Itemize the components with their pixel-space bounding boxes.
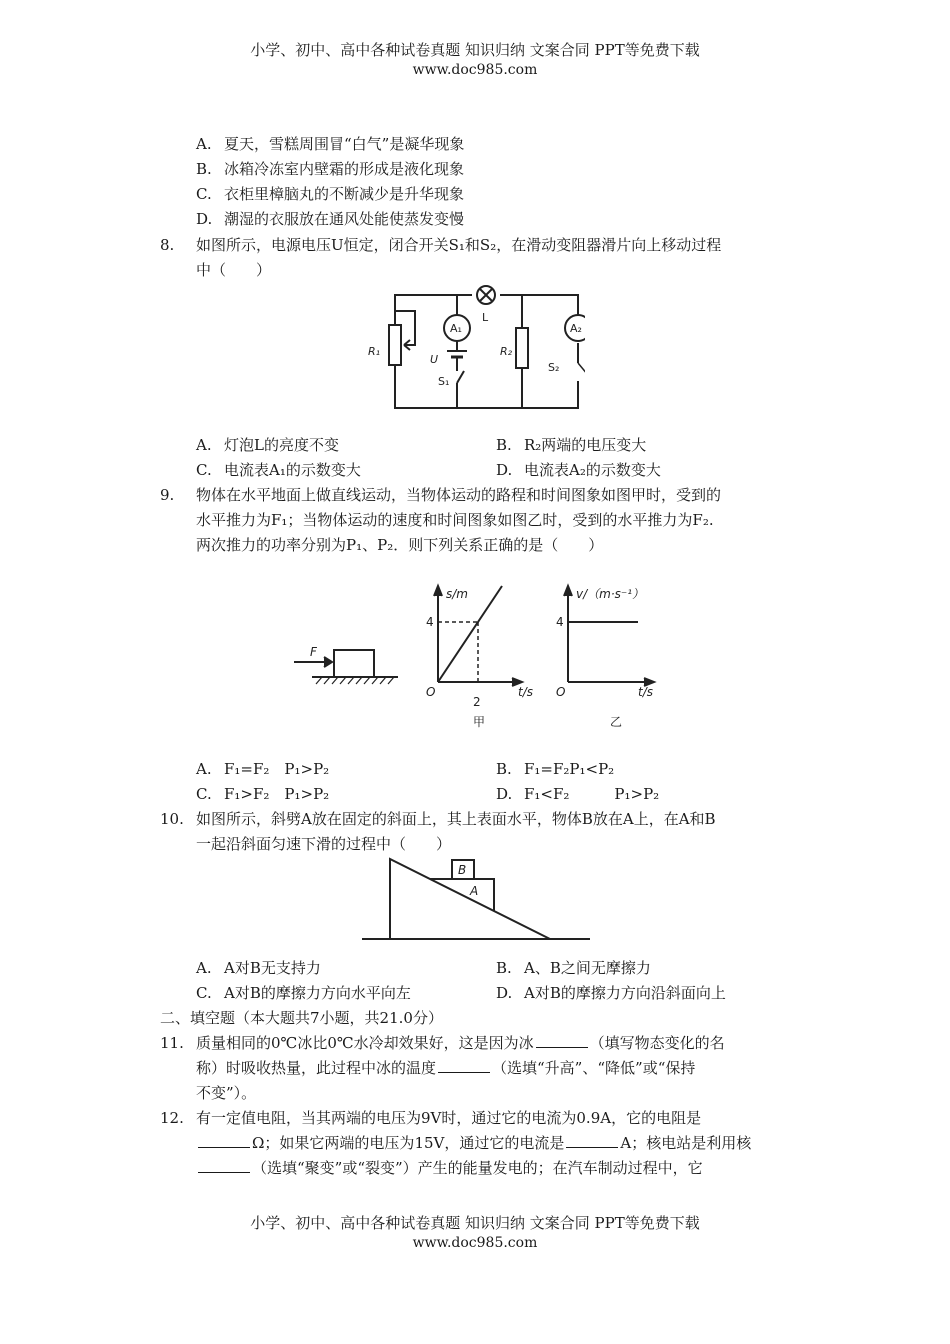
q12-line1: 有一定值电阻，当其两端的电压为9V时，通过它的电流为0.9A，它的电阻是 bbox=[196, 1109, 702, 1127]
option-letter: A. bbox=[196, 959, 212, 977]
option-letter: A. bbox=[196, 135, 212, 153]
option-letter: B. bbox=[196, 160, 212, 178]
footer-url: www.doc985.com bbox=[412, 1235, 538, 1251]
q9-stem-line1: 物体在水平地面上做直线运动，当物体运动的路程和时间图象如图甲时，受到的 bbox=[196, 486, 722, 504]
label-origin-2: O bbox=[556, 685, 566, 699]
q11-line2-text-a: 称）时吸收热量，此过程中冰的温度 bbox=[196, 1059, 437, 1077]
label-r1: R₁ bbox=[368, 345, 381, 358]
label-u: U bbox=[430, 353, 439, 366]
option-letter: C. bbox=[196, 984, 212, 1002]
option-letter: C. bbox=[196, 185, 212, 203]
label-s2: S₂ bbox=[548, 361, 560, 374]
q12-number: 12. bbox=[160, 1109, 184, 1127]
q12-line2-text-b: A；核电站是利用核 bbox=[620, 1134, 752, 1152]
option-letter: D. bbox=[496, 785, 513, 803]
option-letter: C. bbox=[196, 785, 212, 803]
q8-option-a bbox=[196, 434, 339, 456]
q12-blank-1[interactable] bbox=[198, 1133, 250, 1148]
option-text: F₁=F₂P₁<P₂ bbox=[524, 760, 615, 778]
option-letter: D. bbox=[496, 984, 513, 1002]
label-t-axis-2: t/s bbox=[638, 685, 653, 699]
q8-option-d bbox=[496, 459, 661, 481]
q8-number: 8. bbox=[160, 236, 175, 254]
label-s1: S₁ bbox=[438, 375, 450, 388]
q12-line2-text-a: Ω；如果它两端的电压为15V，通过它的电流是 bbox=[252, 1134, 565, 1152]
option-text: F₁<F₂ P₁>P₂ bbox=[524, 785, 660, 803]
option-letter: D. bbox=[496, 461, 513, 479]
option-letter: B. bbox=[496, 436, 512, 454]
option-text: 电流表A₁的示数变大 bbox=[224, 461, 361, 479]
q11-line1-text-a: 质量相同的0℃冰比0℃水冷却效果好，这是因为冰 bbox=[196, 1034, 534, 1052]
q10-incline-diagram bbox=[360, 855, 595, 945]
option-text: A对B无支持力 bbox=[224, 959, 321, 977]
section-title: 二、填空题（本大题共7小题，共21.0分） bbox=[160, 1009, 443, 1027]
q7-option-a bbox=[196, 133, 464, 155]
option-letter: B. bbox=[496, 760, 512, 778]
q9-option-d bbox=[496, 783, 659, 805]
q10-option-b bbox=[496, 957, 651, 979]
q11-line1-text-b: （填写物态变化的名 bbox=[589, 1034, 725, 1052]
label-origin-1: O bbox=[426, 685, 436, 699]
label-r2: R₂ bbox=[500, 345, 513, 358]
option-letter: A. bbox=[196, 436, 212, 454]
q12-blank-3[interactable] bbox=[198, 1158, 250, 1173]
caption-yi: 乙 bbox=[610, 715, 623, 729]
q7-option-b bbox=[196, 158, 464, 180]
q9-option-b bbox=[496, 758, 614, 780]
q9-stem-line3: 两次推力的功率分别为P₁、P₂．则下列关系正确的是（ ） bbox=[196, 536, 604, 554]
label-t-value: 2 bbox=[473, 695, 481, 709]
option-letter: C. bbox=[196, 461, 212, 479]
label-a: A bbox=[470, 884, 479, 898]
q8-stem-line1: 如图所示，电源电压U恒定，闭合开关S₁和S₂，在滑动变阻器滑片向上移动过程 bbox=[196, 236, 722, 254]
q9-option-c bbox=[196, 783, 329, 805]
q11-line2 bbox=[196, 1057, 695, 1079]
q8-option-c bbox=[196, 459, 361, 481]
label-v-axis: v/（m·s⁻¹） bbox=[576, 587, 645, 601]
label-v-value: 4 bbox=[556, 615, 564, 629]
header-url: www.doc985.com bbox=[412, 62, 538, 78]
option-text: A对B的摩擦力方向水平向左 bbox=[224, 984, 411, 1002]
q10-stem-line2: 一起沿斜面匀速下滑的过程中（ ） bbox=[196, 835, 452, 853]
q10-option-d bbox=[496, 982, 726, 1004]
page-footer bbox=[0, 1213, 950, 1253]
q12-line2 bbox=[196, 1132, 751, 1154]
q11-number: 11. bbox=[160, 1034, 184, 1052]
q8-stem-line2: 中（ ） bbox=[196, 261, 272, 279]
label-s-axis: s/m bbox=[446, 587, 468, 601]
page-header bbox=[0, 40, 950, 80]
q8-circuit-diagram bbox=[360, 283, 585, 415]
option-text: 潮湿的衣服放在通风处能使蒸发变慢 bbox=[224, 210, 465, 228]
q9-motion-graphs bbox=[290, 578, 670, 730]
q12-blank-2[interactable] bbox=[566, 1133, 618, 1148]
option-text: 冰箱冷冻室内壁霜的形成是液化现象 bbox=[224, 160, 465, 178]
q10-option-a bbox=[196, 957, 321, 979]
option-text: F₁>F₂ P₁>P₂ bbox=[224, 785, 330, 803]
option-letter: A. bbox=[196, 760, 212, 778]
header-banner-text: 小学、初中、高中各种试卷真题 知识归纳 文案合同 PPT等免费下载 bbox=[250, 41, 700, 59]
option-text: 灯泡L的亮度不变 bbox=[224, 436, 339, 454]
q12-line3-text: （选填“聚变”或“裂变”）产生的能量发电的；在汽车制动过程中，它 bbox=[252, 1159, 703, 1177]
q9-option-a bbox=[196, 758, 329, 780]
q12-line3 bbox=[196, 1157, 703, 1179]
q11-blank-2[interactable] bbox=[438, 1058, 490, 1073]
option-text: F₁=F₂ P₁>P₂ bbox=[224, 760, 330, 778]
q10-option-c bbox=[196, 982, 411, 1004]
option-text: 夏天，雪糕周围冒“白气”是凝华现象 bbox=[224, 135, 465, 153]
label-force: F bbox=[310, 645, 317, 659]
label-t-axis-1: t/s bbox=[518, 685, 533, 699]
q10-number: 10. bbox=[160, 810, 184, 828]
label-l: L bbox=[482, 311, 489, 324]
option-text: A、B之间无摩擦力 bbox=[524, 959, 651, 977]
q11-line3: 不变”）。 bbox=[196, 1084, 257, 1102]
caption-jia: 甲 bbox=[473, 715, 486, 729]
q7-option-c bbox=[196, 183, 464, 205]
label-a1: A₁ bbox=[450, 322, 462, 335]
q11-blank-1[interactable] bbox=[536, 1033, 588, 1048]
label-b: B bbox=[458, 863, 467, 877]
option-letter: B. bbox=[496, 959, 512, 977]
option-letter: D. bbox=[196, 210, 213, 228]
option-text: R₂两端的电压变大 bbox=[524, 436, 647, 454]
option-text: 电流表A₂的示数变大 bbox=[524, 461, 661, 479]
q11-line2-text-b: （选填“升高”、“降低”或“保持 bbox=[492, 1059, 696, 1077]
label-s-value: 4 bbox=[426, 615, 434, 629]
label-a2: A₂ bbox=[570, 322, 582, 335]
option-text: A对B的摩擦力方向沿斜面向上 bbox=[524, 984, 726, 1002]
q8-option-b bbox=[496, 434, 646, 456]
footer-banner-text: 小学、初中、高中各种试卷真题 知识归纳 文案合同 PPT等免费下载 bbox=[250, 1214, 700, 1232]
q10-stem-line1: 如图所示，斜劈A放在固定的斜面上，其上表面水平，物体B放在A上，在A和B bbox=[196, 810, 716, 828]
option-text: 衣柜里樟脑丸的不断减少是升华现象 bbox=[224, 185, 465, 203]
q11-line1 bbox=[196, 1032, 725, 1054]
q9-stem-line2: 水平推力为F₁；当物体运动的速度和时间图象如图乙时，受到的水平推力为F₂. bbox=[196, 511, 714, 529]
q9-number: 9. bbox=[160, 486, 175, 504]
q7-option-d bbox=[196, 208, 464, 230]
